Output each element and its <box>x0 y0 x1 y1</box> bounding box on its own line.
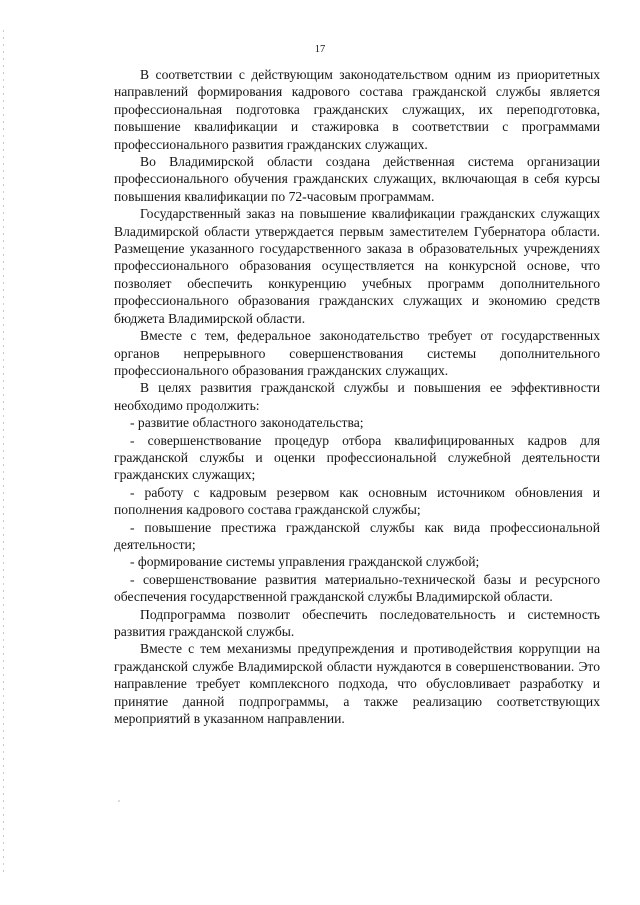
paragraph-training-system: Во Владимирской области создана действенная система организации профессионального обучения гражданских служащих, включающая в себя курсы повышения квалификации по 72-часовым программам. <box>114 154 600 204</box>
list-item-management-system: - формирование системы управления гражданской службой; <box>130 554 480 570</box>
list-item-personnel-reserve: - работу с кадровым резервом как основным источником обновления и пополнения кадрового состава гражданской службы; <box>114 484 600 518</box>
page-number: 17 <box>314 44 326 55</box>
scan-edge-line <box>3 30 4 875</box>
paragraph-state-order: Государственный заказ на повышение квалификации гражданских служащих Владимирской области утверждается первым заместителем Губернатора области. Размещение указанного государственного заказа в образовательных учреждениях профессионального образования осуществляется на конкурсной основе, что позволяет обеспечить конкуренцию учебных программ дополнительного профессионального образования гражданских служащих и экономию средств бюджета Владимирской области. <box>114 206 600 326</box>
list-item-legislation: - развитие областного законодательства; <box>130 415 364 431</box>
paragraph-anticorruption: Вместе с тем механизмы предупреждения и противодействия коррупции на гражданской службе Владимирской области нуждаются в совершенствовании. Это направление требует комплексного подхода, что обусловливает разработку и принятие данной подпрограммы, а также реализацию соответствующих мероприятий в указанном направлении. <box>114 641 600 727</box>
list-item-prestige: - повышение престижа гражданской службы как вида профессиональной деятельности; <box>114 519 600 552</box>
paragraph-professional-training: В соответствии с действующим законодательством одним из приоритетных направлений формирования кадрового состава гражданской службы является профессиональная подготовка гражданских служащих, их переподготовка, повышение квалификации и стажировка в соответствии с программами профессионального развития гражданских служащих. <box>114 67 600 152</box>
scan-speck <box>118 800 120 802</box>
list-item-selection-procedures: - совершенствование процедур отбора квалифицированных кадров для гражданской службы и оценки профессиональной служебной деятельности гражданских служащих; <box>114 432 600 483</box>
list-item-material-base: - совершенствование развития материально-технической базы и ресурсного обеспечения государственной гражданской службы Владимирской области. <box>114 571 600 605</box>
document-body <box>114 66 600 727</box>
paragraph-development-goals: В целях развития гражданской службы и повышения ее эффективности необходимо продолжить: <box>114 380 600 413</box>
paragraph-federal-requirements: Вместе с тем, федеральное законодательство требует от государственных органов непрерывного совершенствования системы дополнительного профессионального образования гражданских служащих. <box>114 328 600 378</box>
paragraph-subprogram-consistency: Подпрограмма позволит обеспечить последовательность и системность развития гражданской службы. <box>114 606 600 639</box>
